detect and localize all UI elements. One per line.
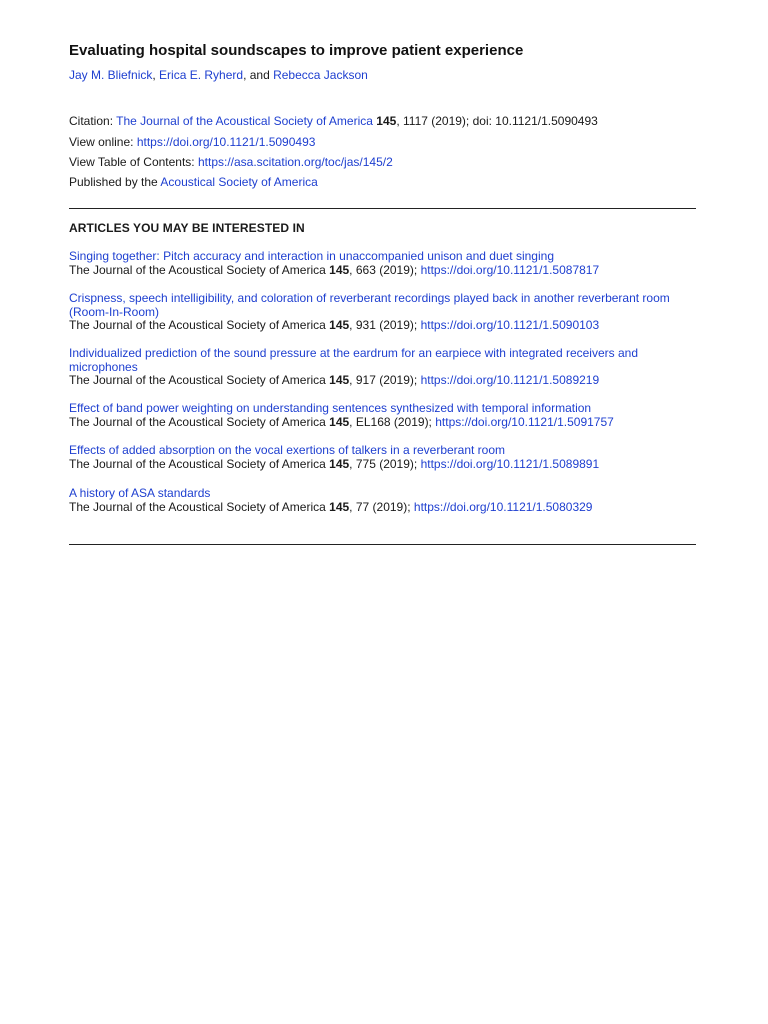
paper-title: Evaluating hospital soundscapes to improve patient experience: [69, 42, 524, 59]
related-article-doi-link[interactable]: https://doi.org/10.1121/1.5087817: [420, 262, 600, 277]
related-article-citation: [69, 458, 679, 472]
author-link-jackson[interactable]: Rebecca Jackson: [273, 68, 368, 82]
journal-link[interactable]: The Journal of the Acoustical Society of America: [116, 114, 373, 128]
view-online-link[interactable]: https://doi.org/10.1121/1.5090493: [136, 135, 316, 149]
related-article-citation: [69, 501, 679, 515]
published-by-line: [69, 175, 318, 189]
related-article-details: , 931 (2019);: [349, 318, 421, 332]
related-article: [69, 250, 679, 277]
related-article-title-link[interactable]: Crispness, speech intelligibility, and coloration of reverberant recordings played back in another reverberant room (Room-In-Room): [69, 291, 670, 319]
related-article-details: , 77 (2019);: [349, 499, 414, 514]
related-article-volume: 145: [329, 373, 350, 387]
related-article: [69, 444, 679, 471]
author-link-bliefnick[interactable]: Jay M. Bliefnick: [69, 68, 153, 82]
related-article-title-link[interactable]: Effects of added absorption on the vocal exertions of talkers in a reverberant room: [69, 443, 506, 457]
related-article-doi-link[interactable]: https://doi.org/10.1121/1.5089219: [420, 373, 600, 387]
related-article-details: , 663 (2019);: [349, 262, 421, 277]
related-article-details: , EL168 (2019);: [349, 414, 436, 429]
citation-details: , 1117 (2019); doi: 10.1121/1.5090493: [396, 114, 598, 128]
related-article-details: , 917 (2019);: [349, 373, 421, 387]
related-article-journal: The Journal of the Acoustical Society of America: [69, 414, 330, 429]
related-article-volume: 145: [329, 318, 350, 332]
related-article-journal: The Journal of the Acoustical Society of America: [69, 318, 330, 332]
related-article: [69, 487, 679, 514]
related-article-journal: The Journal of the Acoustical Society of America: [69, 456, 330, 471]
related-article-details: , 775 (2019);: [349, 456, 421, 471]
citation-line: [69, 114, 598, 128]
related-article-title-link[interactable]: Effect of band power weighting on understanding sentences synthesized with temporal information: [69, 401, 592, 415]
author-list: [69, 68, 368, 82]
related-article-citation: [69, 319, 679, 333]
citation-label: Citation:: [69, 114, 117, 128]
related-article-title-link[interactable]: Singing together: Pitch accuracy and interaction in unaccompanied unison and duet singing: [69, 249, 554, 263]
related-article-doi-link[interactable]: https://doi.org/10.1121/1.5090103: [420, 318, 600, 332]
related-article-volume: 145: [329, 456, 350, 471]
published-by-label: Published by the: [69, 175, 161, 189]
view-toc-link[interactable]: https://asa.scitation.org/toc/jas/145/2: [197, 155, 393, 169]
view-online-label: View online:: [69, 135, 137, 149]
related-article-journal: The Journal of the Acoustical Society of America: [69, 262, 330, 277]
related-article-volume: 145: [329, 414, 350, 429]
related-article-doi-link[interactable]: https://doi.org/10.1121/1.5089891: [420, 456, 600, 471]
view-online-line: [69, 135, 315, 149]
related-article-citation: [69, 416, 679, 430]
related-article: [69, 347, 679, 388]
related-article: [69, 402, 679, 429]
related-article-volume: 145: [329, 262, 350, 277]
related-article-volume: 145: [329, 499, 350, 514]
related-article-journal: The Journal of the Acoustical Society of America: [69, 373, 330, 387]
related-article-citation: [69, 264, 679, 278]
author-separator: ,: [152, 68, 160, 82]
related-articles-heading: ARTICLES YOU MAY BE INTERESTED IN: [69, 221, 305, 235]
related-article-title-link[interactable]: Individualized prediction of the sound pressure at the eardrum for an earpiece with integrated receivers and microphones: [69, 346, 638, 374]
divider-bottom: [69, 544, 696, 545]
related-article-journal: The Journal of the Acoustical Society of America: [69, 499, 330, 514]
view-toc-line: [69, 155, 393, 169]
view-toc-label: View Table of Contents:: [69, 155, 198, 169]
publisher-link[interactable]: Acoustical Society of America: [160, 175, 318, 189]
related-article-doi-link[interactable]: https://doi.org/10.1121/1.5080329: [413, 499, 593, 514]
related-article-citation: [69, 374, 679, 388]
related-article-doi-link[interactable]: https://doi.org/10.1121/1.5091757: [435, 414, 614, 429]
related-article-title-link[interactable]: A history of ASA standards: [69, 486, 211, 500]
citation-volume: 145: [376, 114, 397, 128]
related-article: [69, 292, 679, 333]
divider-top: [69, 208, 696, 209]
author-separator: , and: [243, 68, 274, 82]
author-link-ryherd[interactable]: Erica E. Ryherd: [159, 68, 244, 82]
